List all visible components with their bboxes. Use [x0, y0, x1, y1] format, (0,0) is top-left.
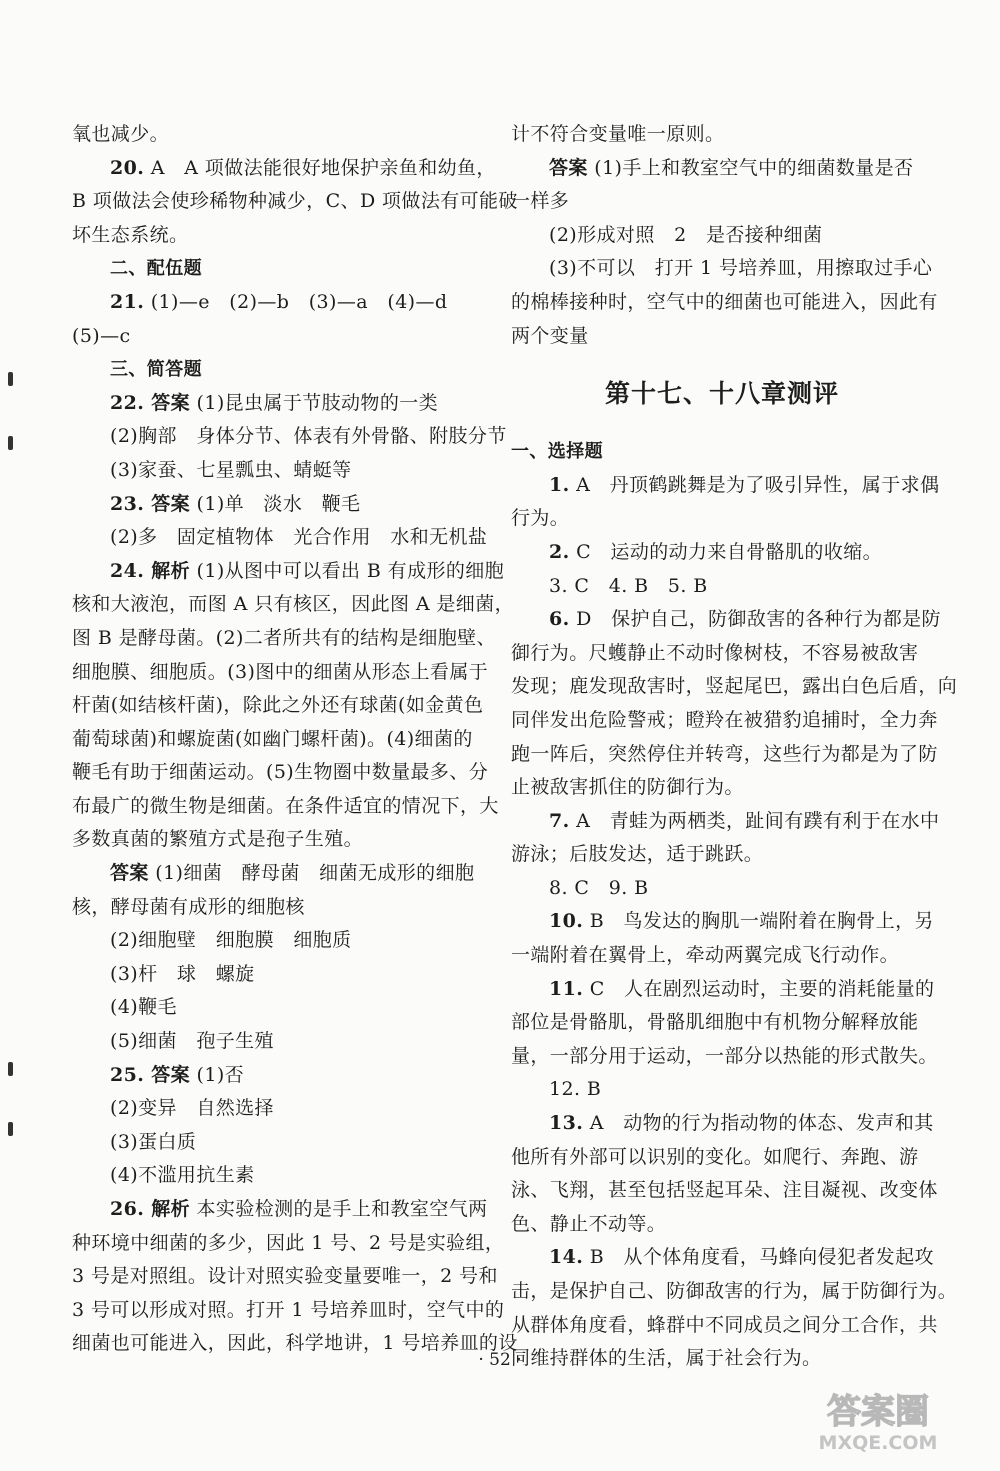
text-line: 图 B 是酵母菌。(2)二者所共有的结构是细胞壁、 [72, 626, 496, 649]
text-line: (4)不滥用抗生素 [110, 1164, 255, 1187]
item-label: 2. [549, 540, 570, 563]
text-line: 二、配伍题 [110, 258, 202, 280]
text-line: 一、选择题 [511, 441, 603, 463]
watermark-line1: 答案圈 [827, 1392, 929, 1432]
text-line: 12. B [549, 1078, 602, 1101]
text-line: (2)胸部 身体分节、体表有外骨骼、附肢分节 [110, 425, 507, 448]
text-line: 23. 答案 (1)单 淡水 鞭毛 [110, 492, 361, 515]
item-label: 26. 解析 [110, 1198, 191, 1220]
text-line: 的棉棒接种时，空气中的细菌也可能进入，因此有 [511, 290, 938, 313]
item-label: 10. [549, 910, 584, 933]
text-line: 同维持群体的生活，属于社会行为。 [511, 1347, 822, 1370]
item-label: 14. [549, 1246, 584, 1269]
item-label: 20. [110, 156, 145, 179]
text-line: 11. C 人在剧烈运动时，主要的消耗能量的 [549, 977, 935, 1000]
text-line: 种环境中细菌的多少，因此 1 号、2 号是实验组， [72, 1231, 505, 1254]
text-line: 22. 答案 (1)昆虫属于节肢动物的一类 [110, 391, 439, 414]
text-line: 量，一部分用于运动，一部分以热能的形式散失。 [511, 1044, 938, 1067]
text-line: 止被敌害抓住的防御行为。 [511, 776, 744, 799]
text-line: 21. (1)—e (2)—b (3)—a (4)—d [110, 290, 448, 313]
text-line: 计不符合变量唯一原则。 [511, 123, 725, 145]
text-line: 14. B 从个体角度看，马蜂向侵犯者发起攻 [549, 1246, 934, 1269]
text-line: 发现；鹿发现敌害时，竖起尾巴，露出白色后盾，向 [511, 675, 958, 698]
text-line: (5)细菌 孢子生殖 [110, 1030, 274, 1053]
text-line: (3)蛋白质 [110, 1130, 197, 1153]
text-line: B 项做法会使珍稀物种减少，C、D 项做法有可能破 [72, 190, 518, 213]
text-line: 从群体角度看，蜂群中不同成员之间分工合作，共 [511, 1313, 938, 1336]
text-line: 25. 答案 (1)否 [110, 1063, 245, 1086]
text-line: 行为。 [511, 507, 570, 530]
page-number: · 52 · [478, 1350, 522, 1370]
text-line: 13. A 动物的行为指动物的体态、发声和其 [549, 1112, 934, 1135]
watermark-line2: MXQE.COM [818, 1432, 938, 1454]
text-line: 细胞膜、细胞质。(3)图中的细菌从形态上看属于 [72, 660, 489, 683]
text-line: (4)鞭毛 [110, 996, 177, 1019]
text-line: 24. 解析 (1)从图中可以看出 B 有成形的细胞 [110, 559, 505, 582]
text-line: 3 号是对照组。设计对照实验变量要唯一，2 号和 [72, 1265, 498, 1288]
text-line: 三、简答题 [110, 359, 202, 381]
text-line: 核，酵母菌有成形的细胞核 [72, 895, 305, 918]
text-line: 部位是骨骼肌，骨骼肌细胞中有机物分解释放能 [511, 1011, 919, 1034]
text-line: 泳、飞翔，甚至包括竖起耳朵、注目凝视、改变体 [511, 1179, 938, 1202]
text-line: 3. C 4. B 5. B [549, 574, 708, 597]
text-line: 坏生态系统。 [72, 223, 189, 246]
text-line: 7. A 青蛙为两栖类，趾间有蹼有利于在水中 [549, 809, 940, 832]
text-line: 8. C 9. B [549, 876, 649, 899]
text-line: (2)形成对照 2 是否接种细菌 [549, 223, 823, 246]
text-line: (3)不可以 打开 1 号培养皿，用擦取过手心 [549, 257, 933, 280]
text-line: 6. D 保护自己，防御敌害的各种行为都是防 [549, 608, 941, 631]
text-line: 他所有外部可以识别的变化。如爬行、奔跑、游 [511, 1145, 919, 1168]
item-label: 答案 [549, 156, 588, 179]
text-line: (5)—c [72, 324, 131, 347]
text-line: 多数真菌的繁殖方式是孢子生殖。 [72, 828, 364, 851]
text-line: 游泳；后肢发达，适于跳跃。 [511, 843, 764, 866]
text-line: 26. 解析 本实验检测的是手上和教室空气两 [110, 1198, 488, 1220]
text-line: 同伴发出危险警戒；瞪羚在被猎豹追捕时，全力奔 [511, 708, 938, 731]
item-label: 22. 答案 [110, 391, 191, 414]
text-line: (3)杆 球 螺旋 [110, 962, 255, 985]
item-label: 24. 解析 [110, 559, 191, 582]
text-line: 布最广的微生物是细菌。在条件适宜的情况下，大 [72, 794, 499, 817]
item-label: 11. [549, 977, 584, 1000]
text-line: 10. B 鸟发达的胸肌一端附着在胸骨上，另 [549, 910, 934, 933]
text-line: 20. A A 项做法能很好地保护亲鱼和幼鱼， [110, 156, 496, 179]
watermark-logo [788, 1385, 968, 1455]
text-line: 答案 (1)手上和教室空气中的细菌数量是否 [549, 156, 914, 179]
text-line: 鞭毛有助于细菌运动。(5)生物圈中数量最多、分 [72, 761, 489, 784]
text-line: (3)家蚕、七星瓢虫、蜻蜓等 [110, 458, 352, 481]
item-label: 25. 答案 [110, 1063, 191, 1086]
text-line: 核和大液泡，而图 A 只有核区，因此图 A 是细菌， [72, 593, 515, 616]
text-line: 一样多 [511, 190, 570, 213]
item-label: 23. 答案 [110, 492, 191, 515]
text-line: 答案 (1)细菌 酵母菌 细菌无成形的细胞 [110, 862, 475, 885]
item-label: 21. [110, 290, 145, 313]
text-line: 御行为。尺蠖静止不动时像树枝，不容易被敌害 [511, 641, 919, 664]
right-column [511, 118, 958, 1376]
text-line: 3 号可以形成对照。打开 1 号培养皿时，空气中的 [72, 1298, 505, 1321]
item-label: 7. [549, 809, 570, 832]
text-line: 击，是保护自己、防御敌害的行为，属于防御行为。 [511, 1280, 958, 1302]
item-label: 答案 [110, 862, 149, 885]
text-line: 2. C 运动的动力来自骨骼肌的收缩。 [549, 540, 883, 563]
text-line: 跑一阵后，突然停住并转弯，这些行为都是为了防 [511, 742, 938, 765]
item-label: 13. [549, 1112, 584, 1135]
text-line: 葡萄球菌)和螺旋菌(如幽门螺杆菌)。(4)细菌的 [72, 727, 473, 750]
right-top-block [511, 118, 938, 353]
text-line: 1. A 丹顶鹤跳舞是为了吸引异性，属于求偶 [549, 473, 940, 496]
text-line: 两个变量 [511, 324, 589, 347]
text-line: (2)多 固定植物体 光合作用 水和无机盐 [110, 526, 488, 549]
right-bottom-block [511, 435, 958, 1376]
text-line: 杆菌(如结核杆菌)，除此之外还有球菌(如金黄色 [72, 694, 484, 717]
text-line: (2)细胞壁 细胞膜 细胞质 [110, 929, 352, 952]
item-label: 6. [549, 608, 570, 631]
text-line: 氧也减少。 [72, 123, 170, 145]
chapter-title: 第十七、十八章测评 [604, 379, 839, 409]
text-line: 色、静止不动等。 [511, 1212, 667, 1235]
text-line: 一端附着在翼骨上，牵动两翼完成飞行动作。 [511, 944, 900, 967]
text-line: 细菌也可能进入，因此，科学地讲，1 号培养皿的设 [72, 1332, 518, 1355]
item-label: 1. [549, 473, 570, 496]
text-line: (2)变异 自然选择 [110, 1097, 274, 1120]
